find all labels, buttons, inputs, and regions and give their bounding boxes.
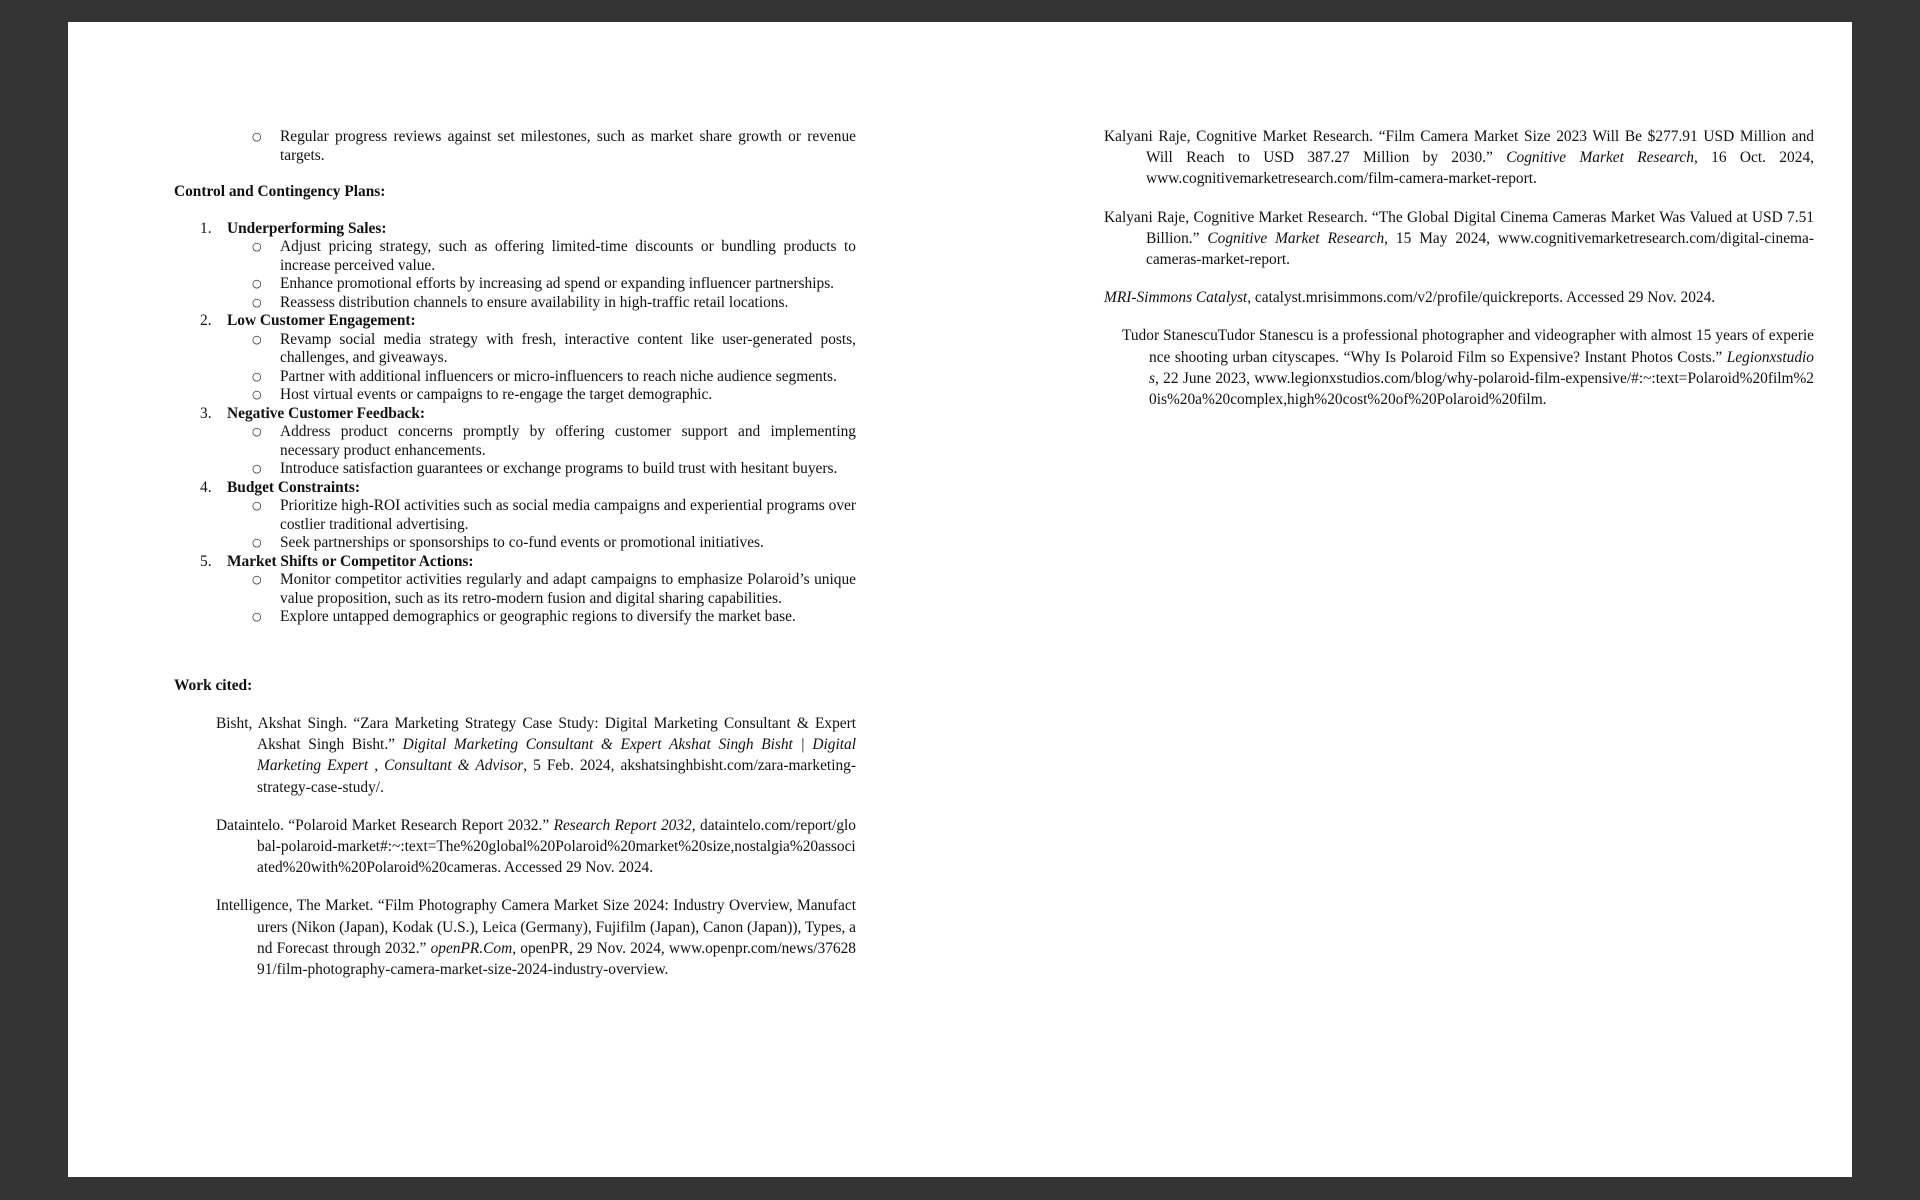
plan-heading: 3. Negative Customer Feedback: [200,404,426,422]
plan-heading: 1. Underperforming Sales: [200,219,387,237]
citation: Dataintelo. “Polaroid Market Research Report 2032.” Research Report 2032, dataintelo.com/report/global-polaroid-market#:~:text=The%20global%20Polaroid%20market%20size,nostalgia%20associated%20with%20Polaroid%20cameras. Accessed 29 Nov. 2024. [216,816,856,877]
list-item: ○ Prioritize high-ROI activities such as social media campaigns and experiential programs over costlier traditional advertising. [174,497,856,534]
plan-heading: 2. Low Customer Engagement: [200,312,416,329]
list-item: ○ Partner with additional influencers or micro-influencers to reach niche audience segments. [174,368,856,387]
plan-heading: 5. Market Shifts or Competitor Actions: [200,552,474,570]
citation: Kalyani Raje, Cognitive Market Research. “Film Camera Market Size 2023 Will Be $277.91 USD Million and Will Reach to USD 387.27 Million by 2030.” Cognitive Market Research, 16 Oct. 2024, www.cognitivemarketresearch.com/film-camera-market-report. [1104,128,1814,188]
list-item: ○ Host virtual events or campaigns to re-engage the target demographic. [174,386,856,405]
list-item: ○ Introduce satisfaction guarantees or exchange programs to build trust with hesitant buyers. [174,460,856,479]
citation: MRI-Simmons Catalyst, catalyst.mrisimmons.com/v2/profile/quickreports. Accessed 29 Nov. 2024. [1104,289,1716,307]
list-item: ○ Reassess distribution channels to ensure availability in high-traffic retail locations. [174,294,856,313]
contingency-list [174,220,856,627]
works-cited-heading: Work cited: [174,676,253,694]
list-item: ○ Enhance promotional efforts by increasing ad spend or expanding influencer partnerships. [174,275,856,294]
citation: Intelligence, The Market. “Film Photography Camera Market Size 2024: Industry Overview, Manufacturers (Nikon (Japan), Kodak (U.S.), Leica (Germany), Fujifilm (Japan), Canon (Japan)), Types, and Forecast through 2032.” openPR.Com, openPR, 29 Nov. 2024, www.openpr.com/news/3762891/film-photography-camera-market-size-2024-industry-overview. [216,897,856,979]
list-item: ○ Regular progress reviews against set milestones, such as market share growth or revenue targets. [174,128,856,165]
list-item: ○ Adjust pricing strategy, such as offering limited-time discounts or bundling products to increase perceived value. [174,238,856,275]
document-page [68,22,1852,1177]
citation: Bisht, Akshat Singh. “Zara Marketing Strategy Case Study: Digital Marketing Consultant & Expert Akshat Singh Bisht.” Digital Marketing Consultant & Expert Akshat Singh Bisht | Digital Marketing Expert , Consultant & Advisor, 5 Feb. 2024, akshatsinghbisht.com/zara-marketing-strategy-case-study/. [216,715,856,796]
list-item: ○ Monitor competitor activities regularly and adapt campaigns to emphasize Polaroid’s unique value proposition, such as its retro-modern fusion and digital sharing capabilities. [174,571,856,608]
citation: Kalyani Raje, Cognitive Market Research. “The Global Digital Cinema Cameras Market Was Valued at USD 7.51 Billion.” Cognitive Market Research, 15 May 2024, www.cognitivemarketresearch.com/digital-cinema-cameras-market-report. [1104,208,1814,269]
list-item: ○ Seek partnerships or sponsorships to co-fund events or promotional initiatives. [174,534,856,553]
right-column [1104,126,1814,410]
left-column [174,128,856,980]
citation: Tudor StanescuTudor Stanescu is a professional photographer and videographer with almost 15 years of experience shooting urban cityscapes. “Why Is Polaroid Film so Expensive? Instant Photos Costs.” Legionxstudios, 22 June 2023, www.legionxstudios.com/blog/why-polaroid-film-expensive/#:~:text=Polaroid%20film%20is%20a%20complex,high%20cost%20of%20Polaroid%20film. [1122,327,1814,409]
list-item: ○ Revamp social media strategy with fresh, interactive content like user-generated posts, challenges, and giveaways. [174,331,856,368]
plan-heading: 4. Budget Constraints: [200,478,360,496]
list-item: ○ Explore untapped demographics or geographic regions to diversify the market base. [174,608,856,627]
section-heading: Control and Contingency Plans: [174,183,386,200]
list-item: ○ Address product concerns promptly by offering customer support and implementing necessary product enhancements. [174,423,856,460]
